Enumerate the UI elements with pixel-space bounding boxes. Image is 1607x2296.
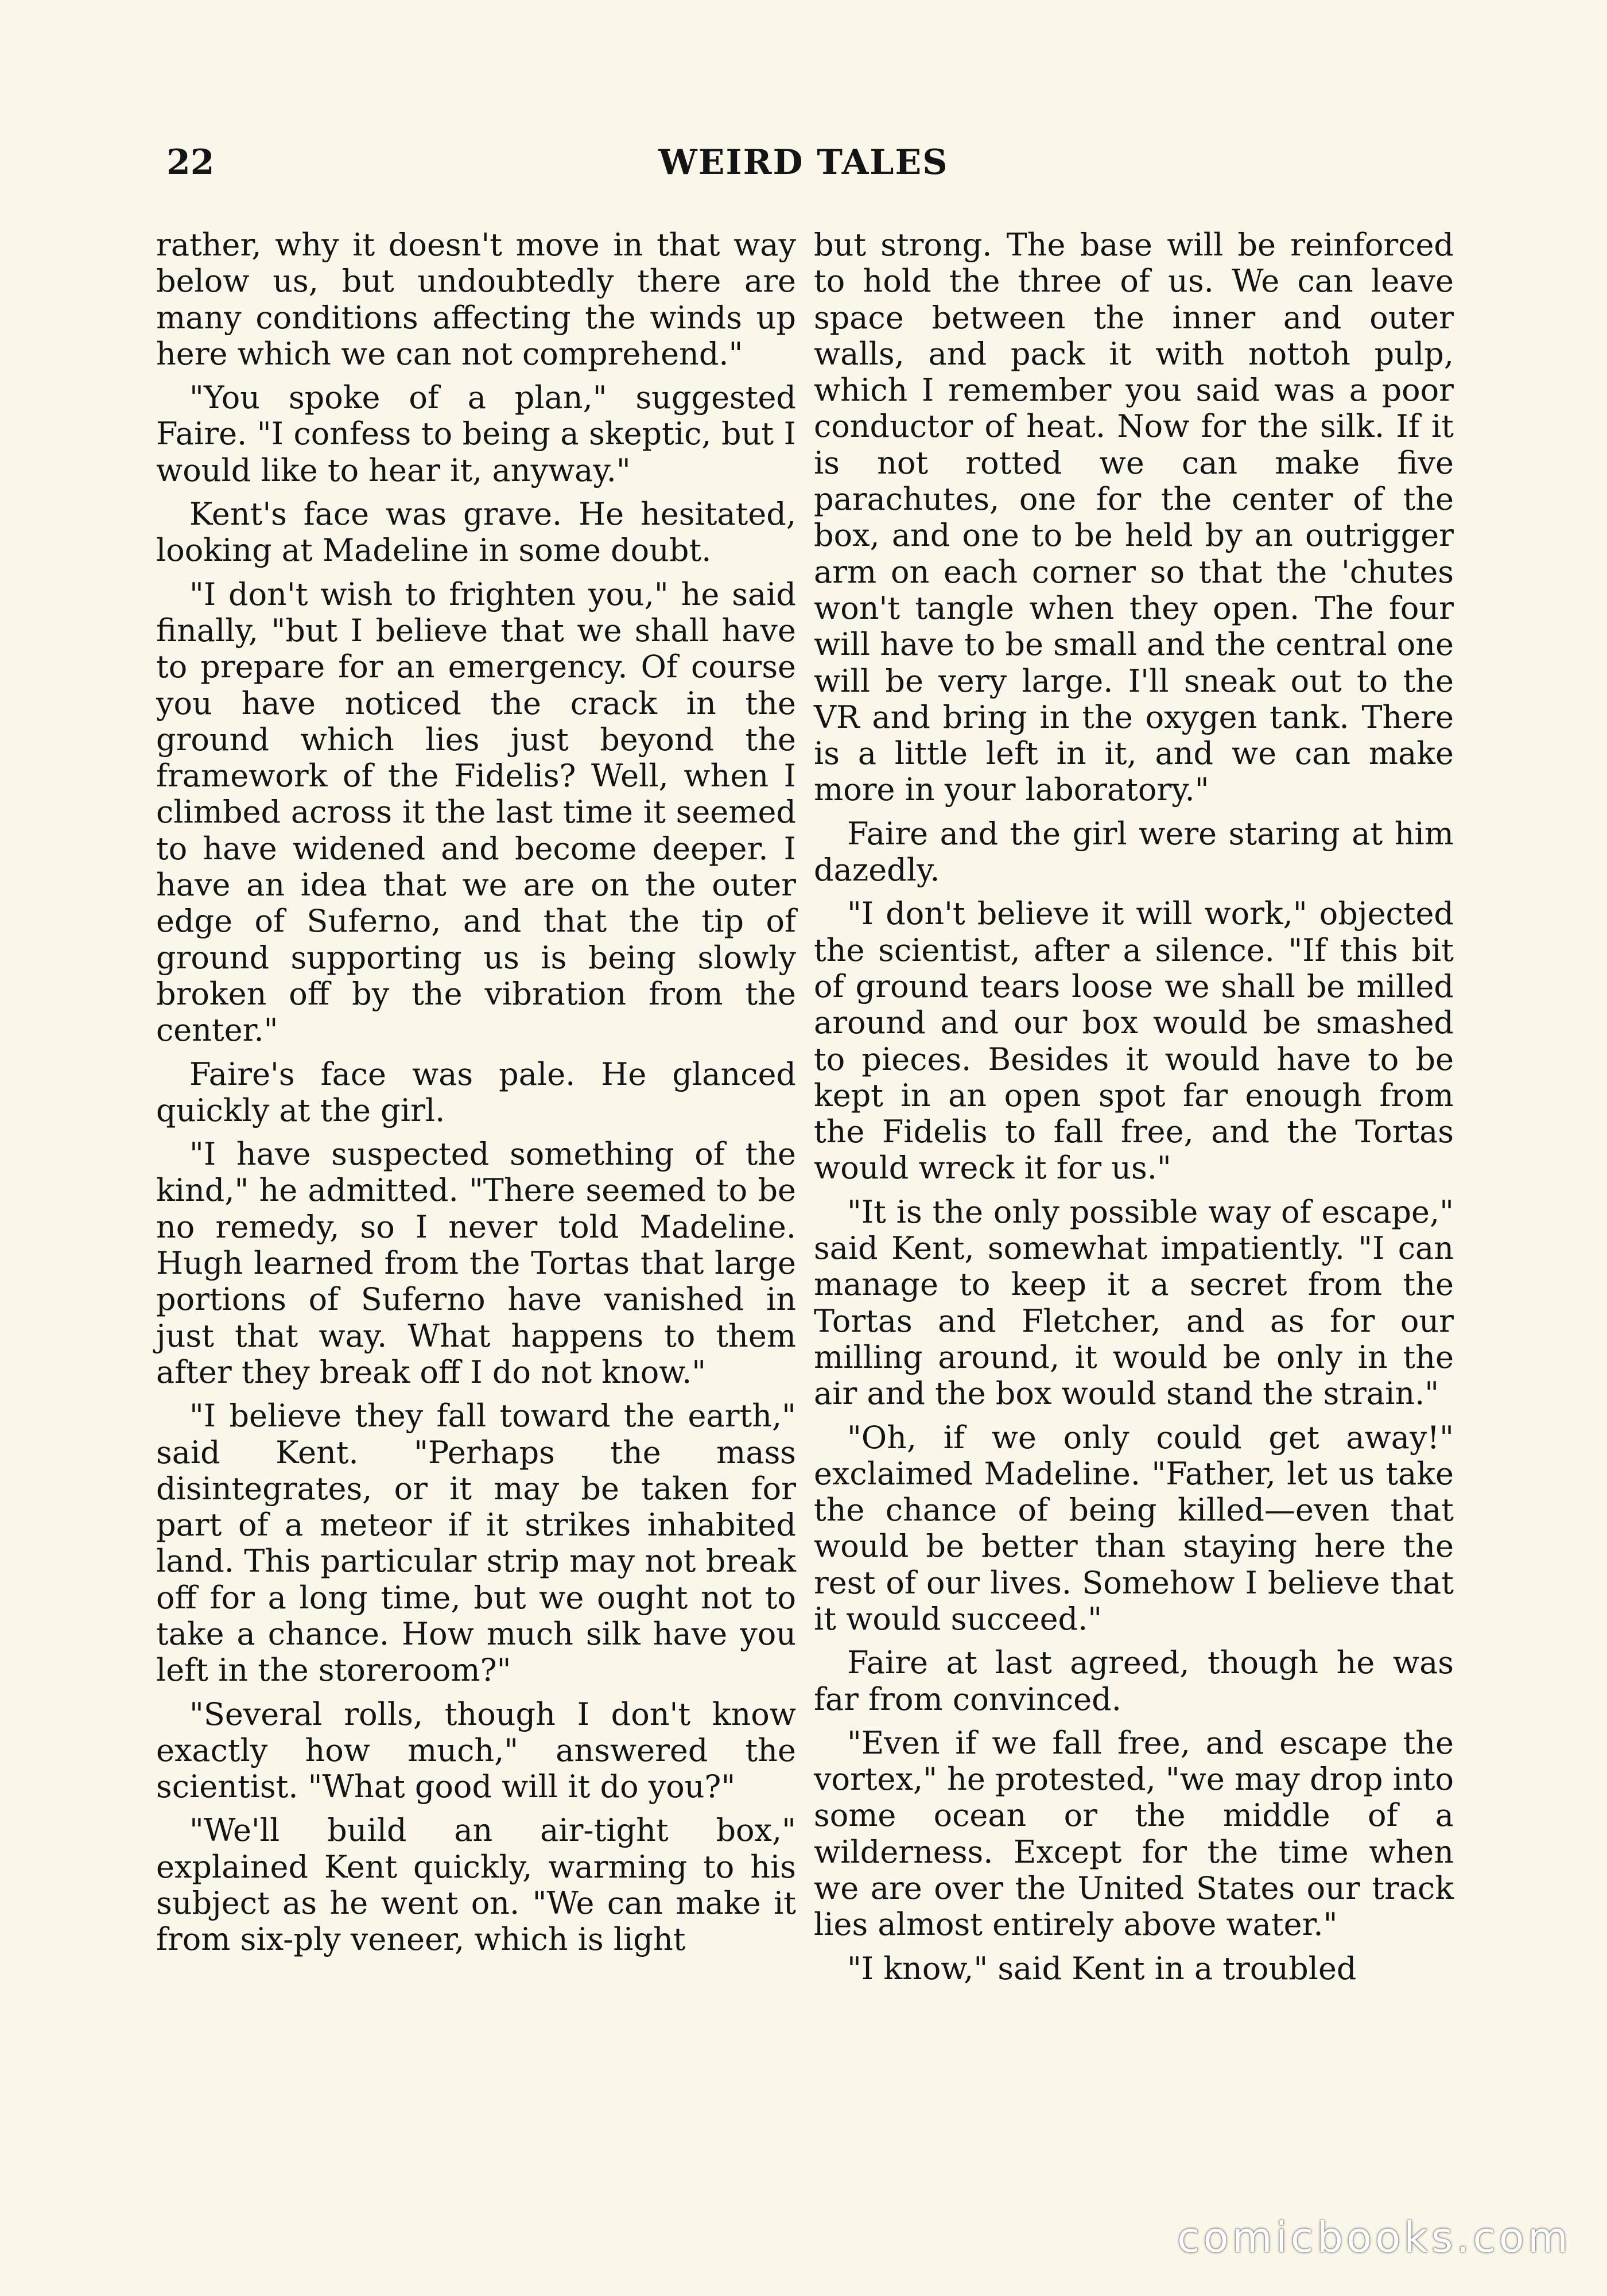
right-column [814, 227, 1454, 1994]
running-head: WEIRD TALES [658, 142, 949, 183]
paragraph: "I believe they fall toward the earth," said Kent. "Perhaps the mass disintegrates, or it may be taken for part of a meteor if it strikes inhabited land. This particular strip may not break off for a long time, but we ought not to take a chance. How much silk have you left in the storeroom?" [156, 1398, 796, 1689]
paragraph: but strong. The base will be reinforced to hold the three of us. We can leave space between the inner and outer walls, and pack it with nottoh pulp, which I remember you said was a poor conductor of heat. Now for the silk. If it is not rotted we can make five parachutes, one for the center of the box, and one to be held by an outrigger arm on each corner so that the 'chutes won't tangle when they open. The four will have to be small and the central one will be very large. I'll sneak out to the VR and bring in the oxygen tank. There is a little left in it, and we can make more in your laboratory." [814, 227, 1454, 808]
left-column [156, 227, 796, 1965]
paragraph: Faire and the girl were staring at him dazedly. [814, 815, 1454, 889]
paragraph: "You spoke of a plan," suggested Faire. "I confess to being a skeptic, but I would like to hear it, anyway." [156, 379, 796, 488]
paragraph: rather, why it doesn't move in that way below us, but undoubtedly there are many conditions affecting the winds up here which we can not comprehend." [156, 227, 796, 372]
paragraph: "Even if we fall free, and escape the vortex," he protested, "we may drop into some ocean or the middle of a wilderness. Except for the time when we are over the United States our track lies almost entirely above water." [814, 1724, 1454, 1943]
paragraph: "We'll build an air-tight box," explained Kent quickly, warming to his subject as he went on. "We can make it from six-ply veneer, which is light [156, 1812, 796, 1958]
paragraph: Faire's face was pale. He glanced quickly at the girl. [156, 1056, 796, 1128]
paragraph: "It is the only possible way of escape," said Kent, somewhat impatiently. "I can manage to keep it a secret from the Tortas and Fletcher, and as for our milling around, it would be only in the air and the box would stand the strain." [814, 1193, 1454, 1412]
watermark: comicbooks.com [1177, 2213, 1571, 2262]
paragraph: "I don't believe it will work," objected the scientist, after a silence. "If this bit of ground tears loose we shall be milled around and our box would be smashed to pieces. Besides it would have to be kept in an open spot far enough from the Fidelis to fall free, and the Tortas would wreck it for us." [814, 895, 1454, 1186]
paragraph: "I don't wish to frighten you," he said finally, "but I believe that we shall have to prepare for an emergency. Of course you have noticed the crack in the ground which lies just beyond the framework of the Fidelis? Well, when I climbed across it the last time it seemed to have widened and become deeper. I have an idea that we are on the outer edge of Suferno, and that the tip of ground supporting us is being slowly broken off by the vibration from the center." [156, 576, 796, 1049]
paragraph: "Oh, if we only could get away!" exclaimed Madeline. "Father, let us take the chance of being killed—even that would be better than staying here the rest of our lives. Somehow I believe that it would succeed." [814, 1419, 1454, 1637]
paragraph: "I have suspected something of the kind," he admitted. "There seemed to be no remedy, so I never told Madeline. Hugh learned from the Tortas that large portions of Suferno have vanished in just that way. What happens to them after they break off I do not know." [156, 1136, 796, 1390]
paragraph: "I know," said Kent in a troubled [847, 1950, 1357, 1987]
paragraph: Kent's face was grave. He hesitated, looking at Madeline in some doubt. [156, 496, 796, 569]
paragraph: Faire at last agreed, though he was far from convinced. [814, 1645, 1454, 1717]
page-number: 22 [166, 142, 215, 183]
paragraph: "Several rolls, though I don't know exactly how much," answered the scientist. "What good will it do you?" [156, 1696, 796, 1805]
